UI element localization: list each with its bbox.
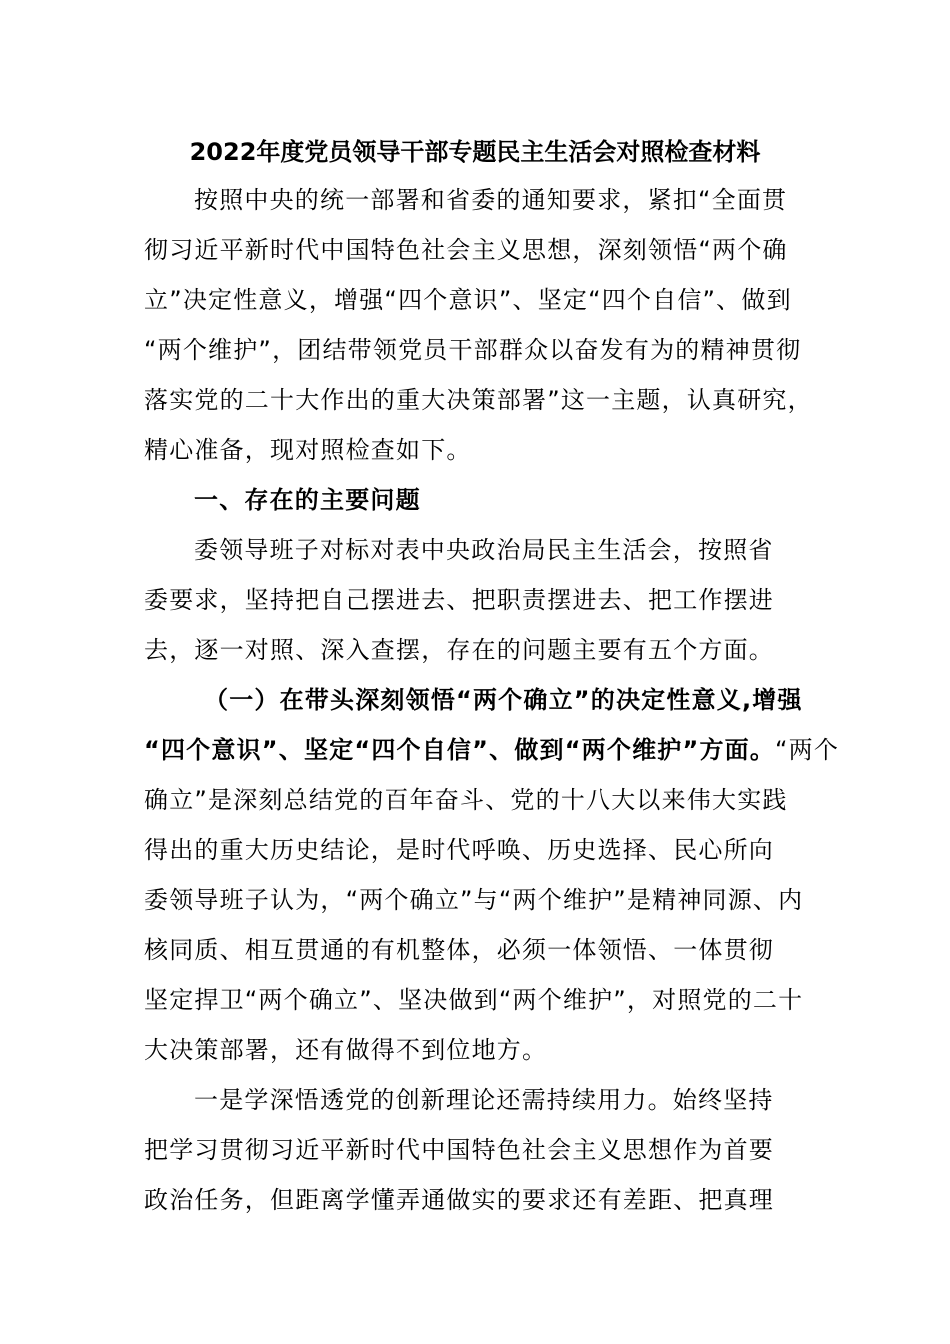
- subsection-heading-bold: “四个意识”、坚定“四个自信”、做到“两个维护”方面。: [144, 736, 776, 764]
- intro-line: 精心准备，现对照检查如下。: [144, 436, 472, 464]
- point-line: 把学习贯彻习近平新时代中国特色社会主义思想作为首要: [144, 1136, 774, 1164]
- intro-line: 落实党的二十大作出的重大决策部署”这一主题，认真研究，: [144, 386, 813, 414]
- section-intro-line: 委要求，坚持把自己摆进去、把职责摆进去、把工作摆进: [144, 586, 774, 614]
- intro-line: “两个维护”，团结带领党员干部群众以奋发有为的精神贯彻: [144, 336, 802, 364]
- subsection-body-line: 得出的重大历史结论，是时代呼唤、历史选择、民心所向: [144, 836, 774, 864]
- subsection-heading-rest: “两个: [775, 736, 840, 764]
- section-intro-line: 委领导班子对标对表中央政治局民主生活会，按照省: [194, 536, 774, 564]
- subsection-heading-line2: [144, 734, 839, 766]
- subsection-heading: （一）在带头深刻领悟“两个确立”的决定性意义,增强: [204, 686, 803, 714]
- subsection-body-line: 确立”是深刻总结党的百年奋斗、党的十八大以来伟大实践: [144, 786, 788, 814]
- subsection-body-line: 大决策部署，还有做得不到位地方。: [144, 1036, 548, 1064]
- section-intro-line: 去，逐一对照、深入查摆，存在的问题主要有五个方面。: [144, 636, 774, 664]
- intro-line: 按照中央的统一部署和省委的通知要求，紧扣“全面贯: [194, 186, 788, 214]
- point-line: 政治任务，但距离学懂弄通做实的要求还有差距、把真理: [144, 1186, 774, 1214]
- subsection-body-line: 委领导班子认为，“两个确立”与“两个维护”是精神同源、内: [144, 886, 804, 914]
- section-heading: 一、存在的主要问题: [194, 486, 421, 514]
- intro-line: 彻习近平新时代中国特色社会主义思想，深刻领悟“两个确: [144, 236, 788, 264]
- intro-line: 立”决定性意义，增强“四个意识”、坚定“四个自信”、做到: [144, 286, 792, 314]
- subsection-body-line: 核同质、相互贯通的有机整体，必须一体领悟、一体贯彻: [144, 936, 774, 964]
- document-title: 2022年度党员领导干部专题民主生活会对照检查材料: [189, 138, 761, 166]
- point-line: 一是学深悟透党的创新理论还需持续用力。始终坚持: [194, 1086, 774, 1114]
- subsection-body-line: 坚定捍卫“两个确立”、坚决做到“两个维护”，对照党的二十: [144, 986, 804, 1014]
